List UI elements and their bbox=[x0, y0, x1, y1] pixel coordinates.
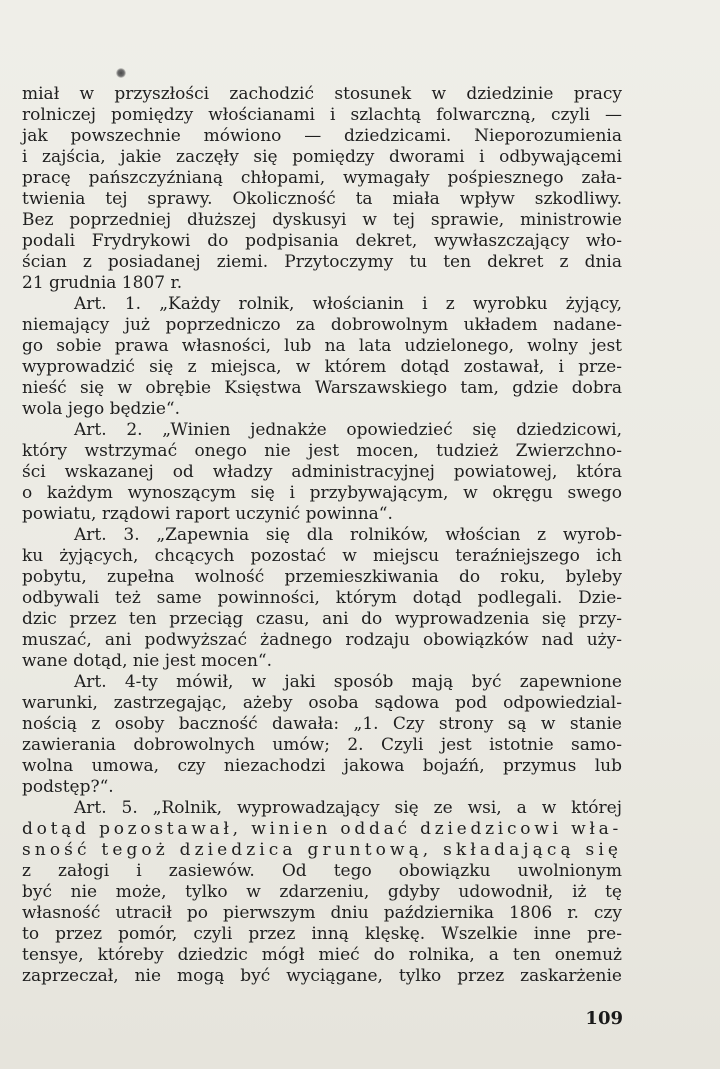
text-line: Art. 1. „Każdy rolnik, włościanin i z wyrobku żyjący, bbox=[74, 294, 622, 314]
page-number: 109 bbox=[585, 1008, 623, 1029]
text-line: sność tegoż dziedzica gruntową, składającą się bbox=[22, 840, 622, 860]
paragraph-art-1 bbox=[22, 294, 622, 420]
text-line: ku żyjących, chcących pozostać w miejscu teraźniejszego ich bbox=[22, 546, 622, 566]
text-line: warunki, zastrzegając, ażeby osoba sądowa pod odpowiedzial- bbox=[22, 693, 622, 713]
text-line: dzic przez ten przeciąg czasu, ani do wyprowadzenia się przy- bbox=[22, 609, 622, 629]
text-line: ści wskazanej od władzy administracyjnej powiatowej, która bbox=[22, 462, 622, 482]
text-line: Art. 2. „Winien jednakże opowiedzieć się dziedzicowi, bbox=[74, 420, 622, 440]
text-line: jak powszechnie mówiono — dziedzicami. Nieporozumienia bbox=[22, 126, 622, 146]
paragraph-art-2 bbox=[22, 420, 622, 525]
text-line: twienia tej sprawy. Okoliczność ta miała wpływ szkodliwy. bbox=[22, 189, 622, 209]
text-line: go sobie prawa własności, lub na lata udzielonego, wolny jest bbox=[22, 336, 622, 356]
paragraph-art-5 bbox=[22, 798, 622, 987]
text-line: wane dotąd, nie jest mocen“. bbox=[22, 651, 272, 671]
text-line: zaprzeczał, nie mogą być wyciągane, tylko przez zaskarżenie bbox=[22, 966, 622, 986]
text-line: 21 grudnia 1807 r. bbox=[22, 273, 183, 293]
text-line: podstęp?“. bbox=[22, 777, 114, 797]
ink-blot bbox=[116, 68, 126, 78]
text-line: zawierania dobrowolnych umów; 2. Czyli jest istotnie samo- bbox=[22, 735, 622, 755]
body-text bbox=[22, 84, 622, 987]
text-line: ścian z posiadanej ziemi. Przytoczymy tu ten dekret z dnia bbox=[22, 252, 622, 272]
text-line: odbywali też same powinności, którym dotąd podlegali. Dzie- bbox=[22, 588, 622, 608]
text-line: miał w przyszłości zachodzić stosunek w dziedzinie pracy bbox=[22, 84, 622, 104]
text-line: rolniczej pomiędzy włościanami i szlachtą folwarczną, czyli — bbox=[22, 105, 622, 125]
paragraph-art-3 bbox=[22, 525, 622, 672]
text-line: wola jego będzie“. bbox=[22, 399, 180, 419]
text-line: wolna umowa, czy niezachodzi jakowa bojaźń, przymus lub bbox=[22, 756, 622, 776]
text-line: tensye, któreby dziedzic mógł mieć do rolnika, a ten onemuż bbox=[22, 945, 622, 965]
text-line: nieść się w obrębie Księstwa Warszawskiego tam, gdzie dobra bbox=[22, 378, 622, 398]
text-line: podali Frydrykowi do podpisania dekret, wywłaszczający wło- bbox=[22, 231, 622, 251]
text-line: pracę pańszczyźnianą chłopami, wymagały pośpiesznego zała- bbox=[22, 168, 622, 188]
text-line: nością z osoby baczność dawała: „1. Czy strony są w stanie bbox=[22, 714, 622, 734]
text-line: Art. 5. „Rolnik, wyprowadzający się ze wsi, a w której bbox=[74, 798, 622, 818]
text-line: Art. 3. „Zapewnia się dla rolników, włościan z wyrob- bbox=[74, 525, 622, 545]
text-line: wyprowadzić się z miejsca, w którem dotąd zostawał, i prze- bbox=[22, 357, 622, 377]
text-line: dotąd pozostawał, winien oddać dziedzicowi wła- bbox=[22, 819, 622, 839]
text-line: powiatu, rządowi raport uczynić powinna“. bbox=[22, 504, 393, 524]
paragraph-art-4 bbox=[22, 672, 622, 798]
text-line: Bez poprzedniej dłuższej dyskusyi w tej sprawie, ministrowie bbox=[22, 210, 622, 230]
text-line: to przez pomór, czyli przez inną klęskę. Wszelkie inne pre- bbox=[22, 924, 622, 944]
text-line: być nie może, tylko w zdarzeniu, gdyby udowodnił, iż tę bbox=[22, 882, 622, 902]
text-line: o każdym wynoszącym się i przybywającym, w okręgu swego bbox=[22, 483, 622, 503]
text-line: pobytu, zupełna wolność przemieszkiwania do roku, byleby bbox=[22, 567, 622, 587]
text-line: który wstrzymać onego nie jest mocen, tudzież Zwierzchno- bbox=[22, 441, 622, 461]
text-line: Art. 4-ty mówił, w jaki sposób mają być zapewnione bbox=[74, 672, 622, 692]
text-line: z załogi i zasiewów. Od tego obowiązku uwolnionym bbox=[22, 861, 622, 881]
text-line: muszać, ani podwyższać żadnego rodzaju obowiązków nad uży- bbox=[22, 630, 622, 650]
text-line: i zajścia, jakie zaczęły się pomiędzy dworami i odbywającemi bbox=[22, 147, 622, 167]
paragraph bbox=[22, 84, 622, 294]
text-line: własność utracił po pierwszym dniu października 1806 r. czy bbox=[22, 903, 622, 923]
text-line: niemający już poprzedniczo za dobrowolnym układem nadane- bbox=[22, 315, 622, 335]
